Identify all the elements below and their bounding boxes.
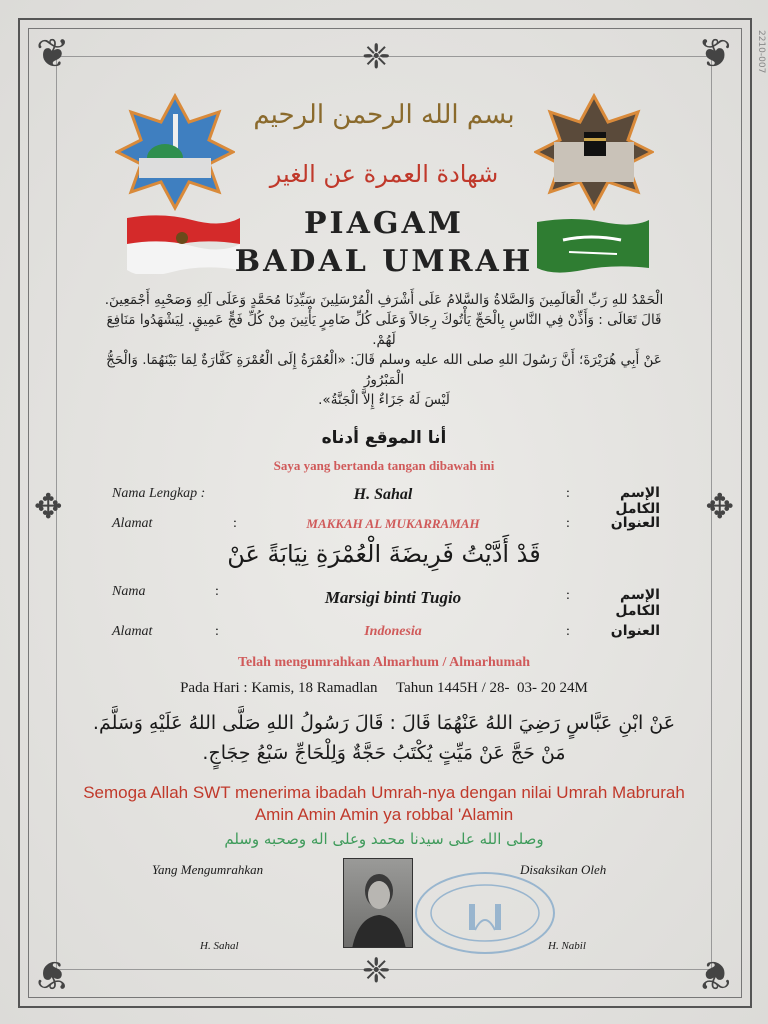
signature-left: H. Sahal xyxy=(200,940,239,952)
salawat-line: وصلى الله على سيدنا محمد وعلى اله وصحبه وسلم xyxy=(224,830,544,848)
arabic-intro-line: قَالَ تَعَالَى : وَأَذِّنْ فِي النَّاسِ بِالْحَجِّ يَأْتُوكَ رِجَالاً وَعَلَى كُلِّ ضَامِرٍ يَأْتِينَ مِنْ كُلِّ فَجٍّ عَمِيقٍ. لِيَشْهَدُوا مَنَافِعَ لَهُمْ. xyxy=(106,312,662,348)
deceased-address-ar: العنوان xyxy=(610,623,660,639)
ornament-left-icon: ✥ xyxy=(34,487,63,527)
stamp xyxy=(415,872,555,954)
title-badal-umrah: BADAL UMRAH xyxy=(234,244,534,279)
colon: : xyxy=(566,516,570,531)
colon: : xyxy=(566,588,570,603)
corner-code: 2210-007 xyxy=(756,30,766,74)
witness-caption: Disaksikan Oleh xyxy=(520,862,607,877)
ornament-corner-icon: ❦ xyxy=(698,951,732,997)
colon: : xyxy=(566,624,570,639)
signer-name-value: H. Sahal xyxy=(353,486,413,503)
ornament-corner-icon: ❦ xyxy=(36,31,70,77)
deceased-name-ar: الإسم الكامل xyxy=(615,587,660,619)
signer-name-ar: الإسم الكامل xyxy=(615,485,660,517)
ornament-corner-icon: ❦ xyxy=(36,951,70,997)
colon: : xyxy=(215,624,219,639)
hadith-line: عَنْ ابْنِ عَبَّاسٍ رَضِيَ اللهُ عَنْهُمَا قَالَ : قَالَ رَسُولُ اللهِ صَلَّى اللهُ عَلَيْهِ وَسَلَّمَ. xyxy=(92,712,676,734)
date-line: Pada Hari : Kamis, 18 Ramadlan Tahun 1445H / 28- 03- 20 24M xyxy=(180,680,588,696)
colon: : xyxy=(233,516,237,531)
bismillah: بسم الله الرحمن الرحيم xyxy=(253,100,515,130)
deceased-address-value: Indonesia xyxy=(364,624,422,639)
arabic-intro-line: لَيْسَ لَهُ جَزَاءٌ إِلاَّ الْجَنَّةُ». xyxy=(318,392,450,408)
photo xyxy=(343,858,413,948)
ornament-bottom-icon: ❈ xyxy=(362,951,391,991)
ornament-corner-icon: ❦ xyxy=(698,31,732,77)
stamp-image xyxy=(417,874,553,952)
deceased-name-label: Nama xyxy=(112,584,146,599)
prayer-line: Semoga Allah SWT menerima ibadah Umrah-nya dengan nilai Umrah Mabrurah xyxy=(83,783,685,802)
signer-address-label: Alamat xyxy=(112,516,153,531)
saya-text: Saya yang bertanda tangan dibawah ini xyxy=(273,458,495,473)
portrait-image xyxy=(344,859,413,948)
telah-text: Telah mengumrahkan Almarhum / Almarhumah xyxy=(238,655,530,670)
arabic-undersigned: أنا الموقع أدناه xyxy=(321,428,447,448)
hadith-line: مَنْ حَجَّ عَنْ مَيِّتٍ يُكْتَبُ حَجَّةٌ وَلِلْحَاجِّ سَبْعُ حِجَاجٍ. xyxy=(202,742,566,764)
title-piagam: PIAGAM xyxy=(304,206,464,241)
arabic-intro-line: الْحَمْدُ للهِ رَبِّ الْعَالَمِينَ وَالصَّلاةُ وَالسَّلامُ عَلَى أَشْرَفِ الْمُرْسَلِينَ سَيِّدِنَا مُحَمَّدٍ وَعَلَى آلِهِ وَصَحْبِهِ أَجْمَعِينَ. xyxy=(104,292,664,308)
ornament-top-icon: ❈ xyxy=(362,37,391,77)
arabic-intro-line: عَنْ أَبِي هُرَيْرَةَ؛ أَنَّ رَسُولَ اللهِ صلى الله عليه وسلم قَالَ: «الْعُمْرَةُ إِلَى الْعُمْرَةِ كَفَّارَةٌ لِمَا بَيْنَهُمَا. وَالْحَجُّ الْمَبْرُورُ xyxy=(106,352,662,388)
signer-address-value: MAKKAH AL MUKARRAMAH xyxy=(306,516,480,531)
signer-name-label: Nama Lengkap : xyxy=(112,486,206,501)
deceased-name-value: Marsigi binti Tugio xyxy=(324,588,462,607)
signature-right: H. Nabil xyxy=(548,940,586,952)
performer-caption: Yang Mengumrahkan xyxy=(152,862,264,877)
signer-address-ar: العنوان xyxy=(610,515,660,531)
arabic-on-behalf: قَدْ أَدَّيْتُ فَرِيضَةَ الْعُمْرَةِ نِيَابَةً عَنْ xyxy=(227,540,541,568)
colon: : xyxy=(215,584,219,599)
colon: : xyxy=(566,486,570,501)
ornament-right-icon: ✥ xyxy=(705,487,734,527)
arabic-intro xyxy=(100,290,668,410)
amin-line: Amin Amin Amin ya robbal 'Alamin xyxy=(254,805,514,824)
deceased-address-label: Alamat xyxy=(112,624,153,639)
arabic-title: شهادة العمرة عن الغير xyxy=(269,160,499,188)
